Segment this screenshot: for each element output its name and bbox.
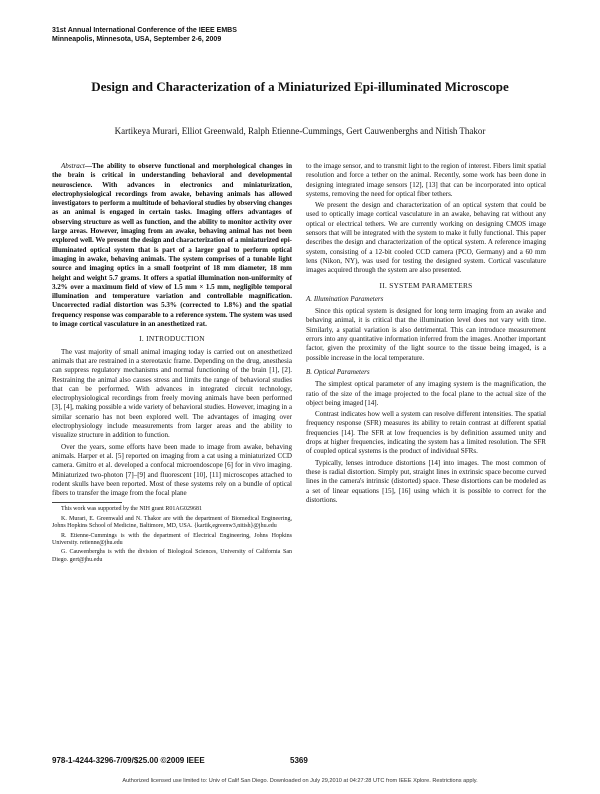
isbn-copyright: 978-1-4244-3296-7/09/$25.00 ©2009 IEEE [52,756,205,765]
footnote-4: G. Cauwenberghs is with the division of Biological Sciences, University of California San Diego. gert@jhu.edu [52,549,292,563]
optical-paragraph-1: The simplest optical parameter of any imaging system is the magnification, the ratio of the size of the image projected to the focal plane to the actual size of the object being imaged [14]. [306,380,546,407]
footnote-1: This work was supported by the NIH grant R01AG029681 [61,506,202,513]
intro-continued-paragraph: to the image sensor, and to transmit light to the region of interest. Fibers limit spatial resolution and force a tether on the animal. Recently, some work has been done in designing integrated image sensors [12], [13] that can be incorporated into optical systems, removing the need for optical fiber tethers. [306,162,546,198]
paper-title: Design and Characterization of a Miniaturized Epi-illuminated Microscope [91,79,509,94]
download-notice: Authorized licensed use limited to: Univ of Calif San Diego. Downloaded on July 29,2010 at 04:27:28 UTC from IEEE Xplore. Restrictions apply. [122,778,478,784]
section-heading-introduction: I. INTRODUCTION [139,334,205,344]
footnote-2: K. Murari, E. Greenwald and N. Thakor are with the department of Biomedical Engineering, Johns Hopkins School of Medicine, Baltimore, MD, USA. {kartik,egreenw3,nitish}@jhu.edu [52,515,292,530]
optical-paragraph-3: Typically, lenses introduce distortions [14] into images. The most common of these is radial distortion. Simply put, straight lines in extrinsic space become curved lines in the camera's intrinsic (distorted) space. These distortions can be modeled as a set of linear equations [15], [16] using which it is possible to correct for the distortions. [306,458,546,504]
subsection-heading-optical: B. Optical Parameters [306,367,370,376]
abstract-label: Abstract [61,162,85,170]
footnote-rule [52,502,122,503]
page-number: 5369 [290,756,308,765]
subsection-heading-illumination: A. Illumination Parameters [306,294,384,303]
footnote-3: R. Etienne-Cummings is with the department of Electrical Engineering, Johns Hopkins University. retienne@jhu.edu [52,532,292,547]
abstract [52,162,292,329]
abstract-text: —The ability to observe functional and morphological changes in the brain is critical in understanding behavioral and developmental neuroscience. With advances in electronics and miniaturization, electrophysiological recordings from awake, behaving animals has allowed investigators to perform a multitude of behavioral studies by observing changes as an animal is engaged in certain tasks. Imaging offers advantages of observing structure as well as function, and the ability to monitor activity over large areas. However, imaging from an awake, behaving animal has not been explored well. We present the design and characterization of a miniaturized epi-illuminated optical system that is part of a larger goal to perform optical imaging in awake, behaving animals. The system comprises of a tunable light source and imaging optics in a small footprint of 18 mm diameter, 18 mm height and weight 5.7 grams. It offers a spatial illumination non-uniformity of 3.2% over a maximum field of view of 1.5 mm × 1.5 mm, negligible temporal illumination and temperature variation and controllable magnification. Uncorrected radial distortion was 5.3% (corrected to 1.8%) and the spatial frequency response was comparable to a reference system. The system was used to image cortical vasculature in an anesthetized rat. [52,162,292,329]
illumination-paragraph: Since this optical system is designed for long term imaging from an awake and behaving animal, it is critical that the illumination level does not vary with time. Similarly, a spatial variation is also detrimental. This can introduce measurement errors into any quantitative information inferred from the images. Another important factor, given the proximity of the light source to the tissue being imaged, is a possible increase in the local temperature. [306,307,546,362]
conference-header [52,27,237,44]
left-column [52,162,292,566]
author-list: Kartikeya Murari, Elliot Greenwald, Ralph Etienne-Cummings, Gert Cauwenberghs and Nitish Thakor [114,126,486,136]
right-column [306,162,546,507]
section-heading-system-parameters: II. SYSTEM PARAMETERS [379,280,473,290]
intro-present-paragraph: We present the design and characterization of an optical system that could be used to optically image cortical vasculature in an awake, behaving rat without any optical or electrical tethers. We are currently working on designing CMOS image sensors that will be integrated with the system to make it fully functional. This paper describes the design and characterization of the optical system. A reference imaging system, consisting of a 12-bit cooled CCD camera (PCO, Germany) and a 60 mm lens (Nikon, NY), was used for testing the designed system. Cortical vasculature images acquired through the system are also presented. [306,201,546,275]
conference-line-2: Minneapolis, Minnesota, USA, September 2-6, 2009 [52,35,222,43]
intro-paragraph-2: Over the years, some efforts have been made to image from awake, behaving animals. Harper et al. [5] reported on imaging from a cat using a miniaturized CCD camera. Gmitro et al. developed a confocal microendoscope [6] for in vivo imaging. Miniaturized two-photon [7]–[9] and fluorescent [10], [11] microscopes attached to rodent skulls have been reported. Most of these systems rely on a bundle of optical fibers to transfer the image from the focal plane [52,442,292,498]
intro-paragraph-1: The vast majority of small animal imaging today is carried out on anesthetized animals that are restrained in a stereotaxic frame. Depending on the drug, anesthesia can suppress regulatory mechanisms and normal functioning of the brain [1], [2]. Restraining the animal also causes stress and limits the range of behavioral studies that can be performed. With advances in integrated circuit technology, electrophysiological recordings from freely moving animals have been performed [3], [4], making possible a wide variety of behavioral studies. However, imaging in a similar scenario has not been explored well. The advantages of imaging over electrophysiology include measurements from larger areas and the ability to visualize structure in addition to function. [52,347,292,440]
conference-line-1: 31st Annual International Conference of the IEEE EMBS [52,27,237,34]
optical-paragraph-2: Contrast indicates how well a system can resolve different intensities. The spatial frequency response (SFR) measures its ability to retain contrast at different spatial frequencies [14]. The SFR at low frequencies is by definition assumed unity and drops at higher frequencies, indicating the system has a limited resolution. The SFR of coupled optical systems is the product of individual SFRs. [306,410,546,456]
